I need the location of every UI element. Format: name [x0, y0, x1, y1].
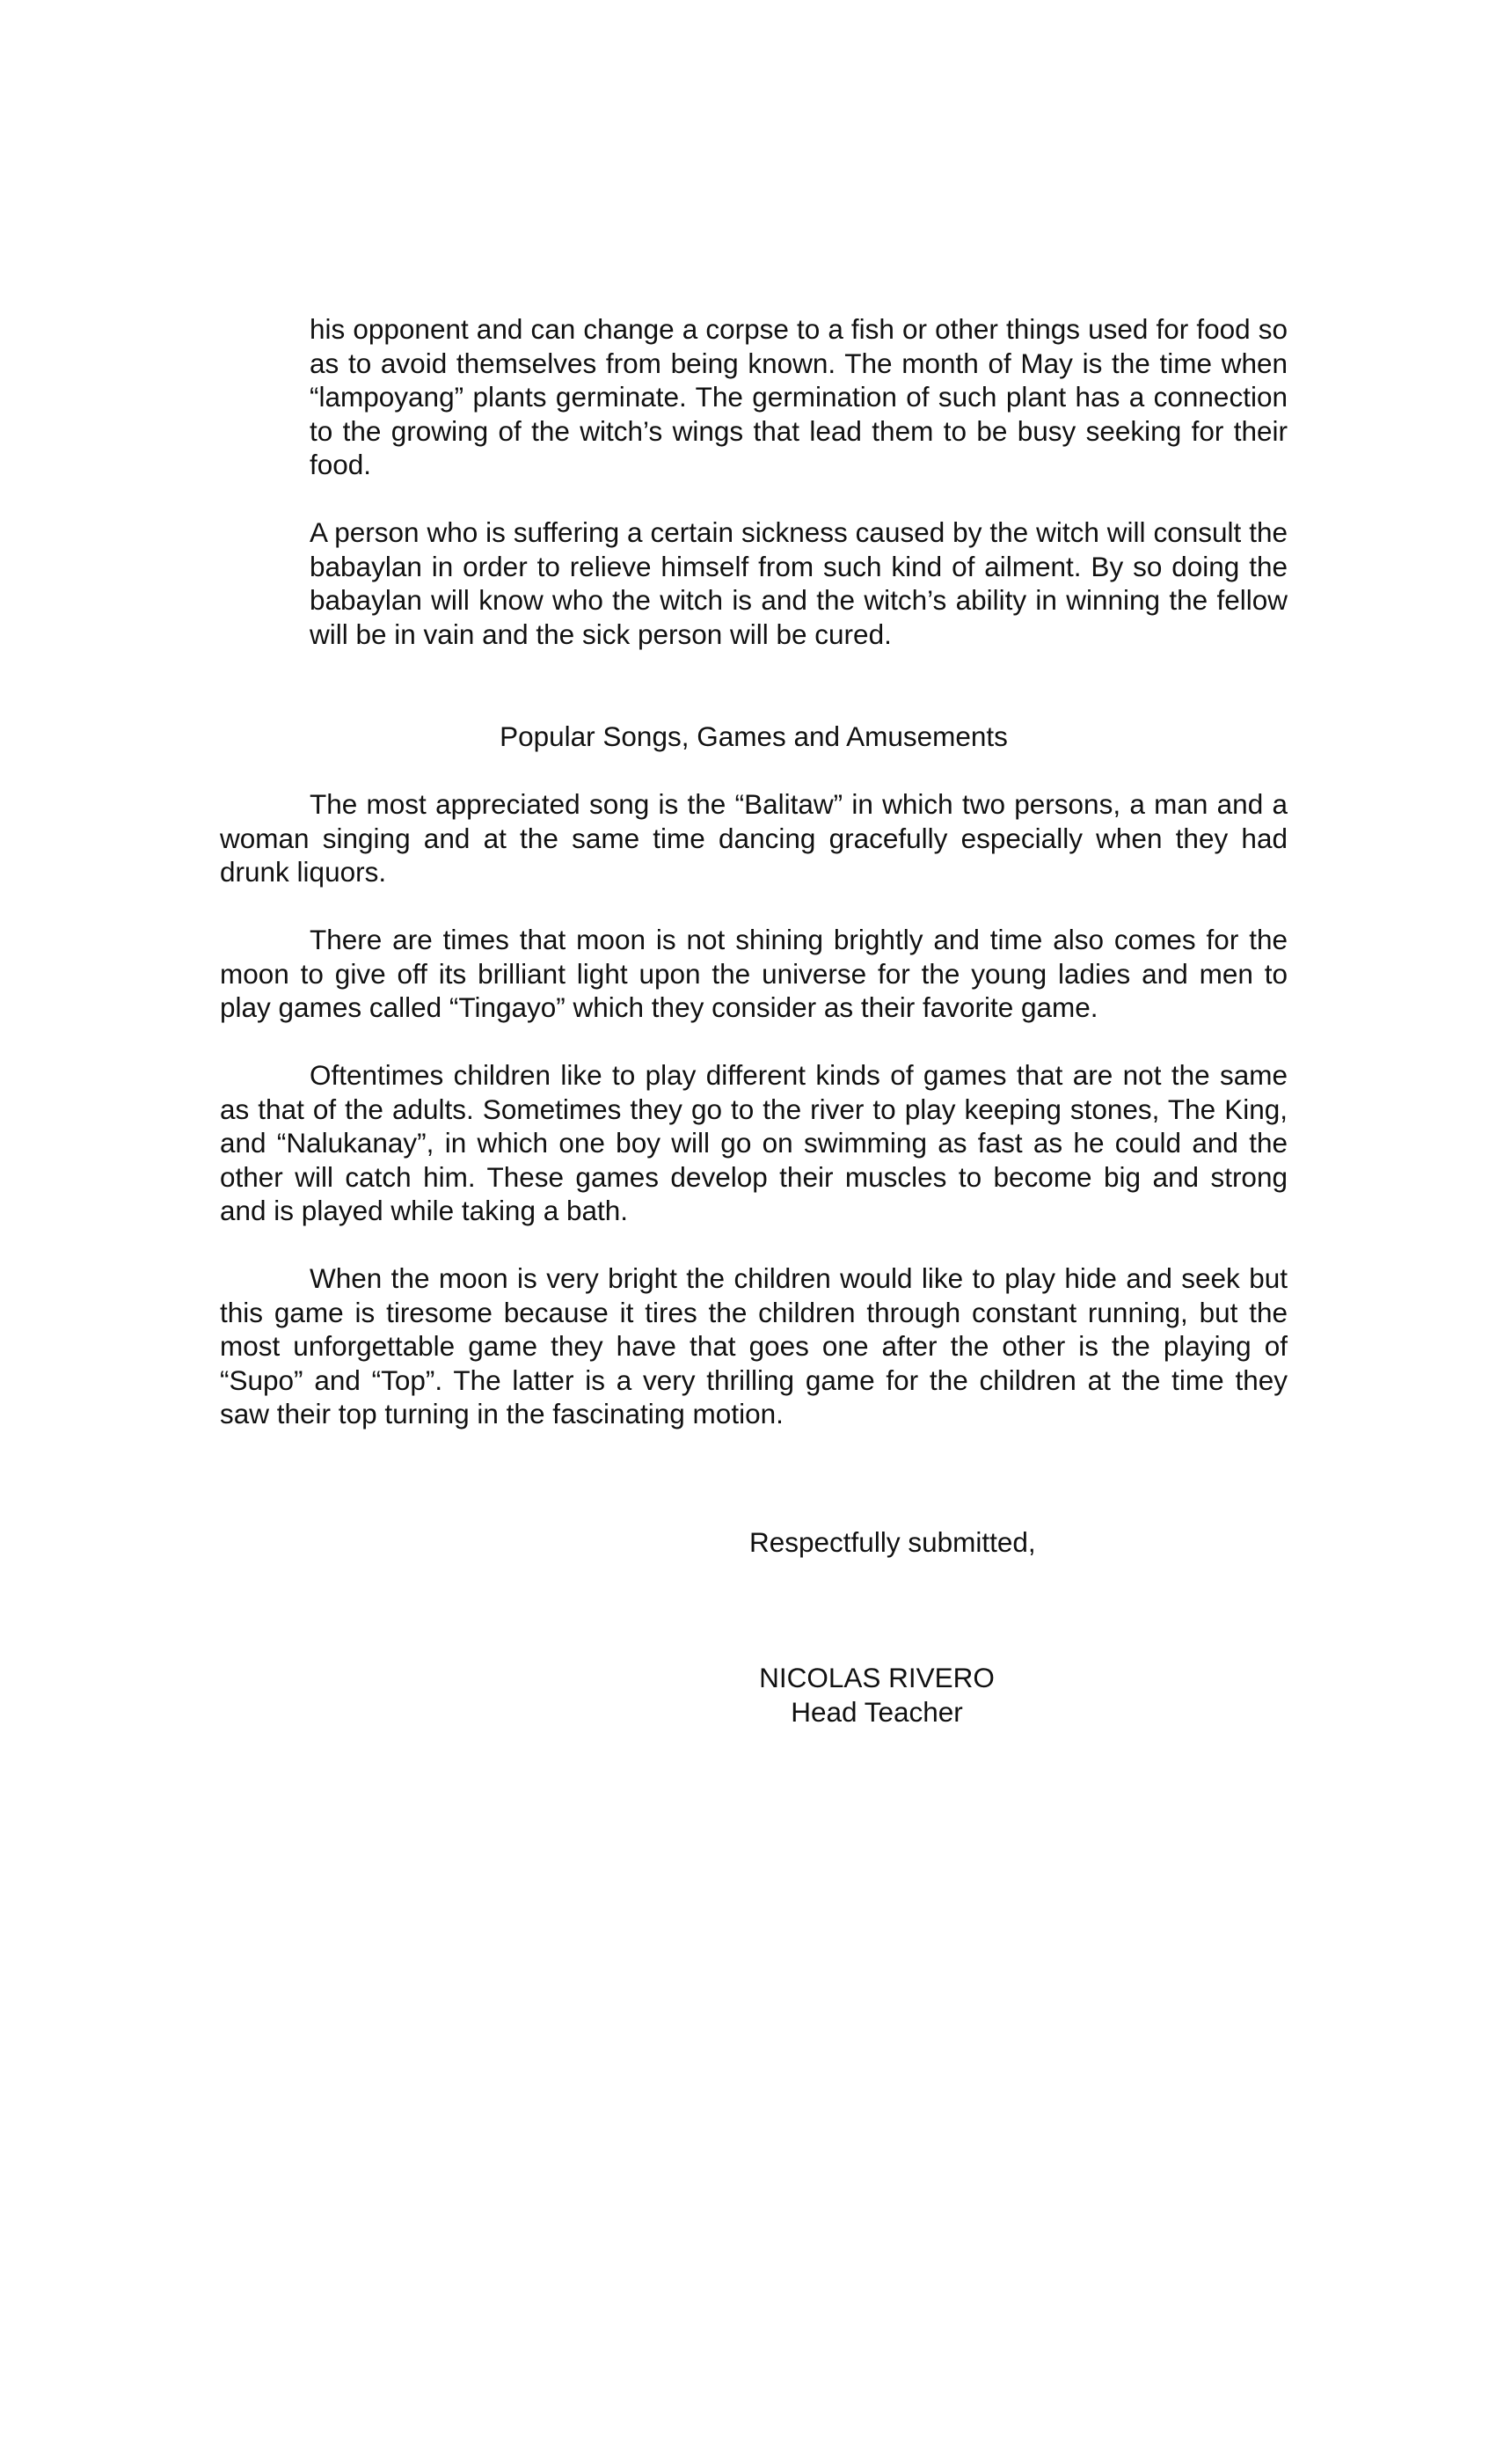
paragraph-witch-opponent: his opponent and can change a corpse to a fish or other things used for food so as to avoid themselves from being known. The month of May is the time when “lampoyang” plants germinate. The germination of such plant has a connection to the growing of the witch’s wings that lead them to be busy seeking for their food. [310, 313, 1288, 481]
paragraph-tingayo-game: There are times that moon is not shining brightly and time also comes for the moon to give off its brilliant light upon the universe for the young ladies and men to play games called “Tingayo” which they consider as their favorite game. [220, 924, 1288, 1024]
signatory-name: NICOLAS RIVERO [759, 1662, 995, 1693]
paragraph-hide-and-seek: When the moon is very bright the children would like to play hide and seek but this game is tiresome because it tires the children through constant running, but the most unforgettable game they have that goes one after the other is the playing of “Supo” and “Top”. The latter is a very thrilling game for the children at the time they saw their top turning in the fascinating motion. [220, 1262, 1288, 1430]
signatory-title: Head Teacher [791, 1695, 963, 1728]
paragraph-children-games: Oftentimes children like to play different kinds of games that are not the same as that of the adults. Sometimes they go to the river to play keeping stones, The King, and “Nalukanay”, in which one boy will go on swimming as fast as he could and the other will catch him. These games develop their muscles to become big and strong and is played while taking a bath. [220, 1059, 1288, 1227]
paragraph-balitaw-song: The most appreciated song is the “Balitaw” in which two persons, a man and a woman singing and at the same time dancing gracefully especially when they had drunk liquors. [220, 788, 1288, 888]
closing-line: Respectfully submitted, [749, 1526, 1036, 1558]
paragraph-babaylan-cure: A person who is suffering a certain sickness caused by the witch will consult the babaylan in order to relieve himself from such kind of ailment. By so doing the babaylan will know who the witch is and the witch’s ability in winning the fellow will be in vain and the sick person will be cured. [310, 516, 1288, 650]
signature-block [749, 1661, 1004, 1729]
section-heading: Popular Songs, Games and Amusements [500, 720, 1008, 752]
